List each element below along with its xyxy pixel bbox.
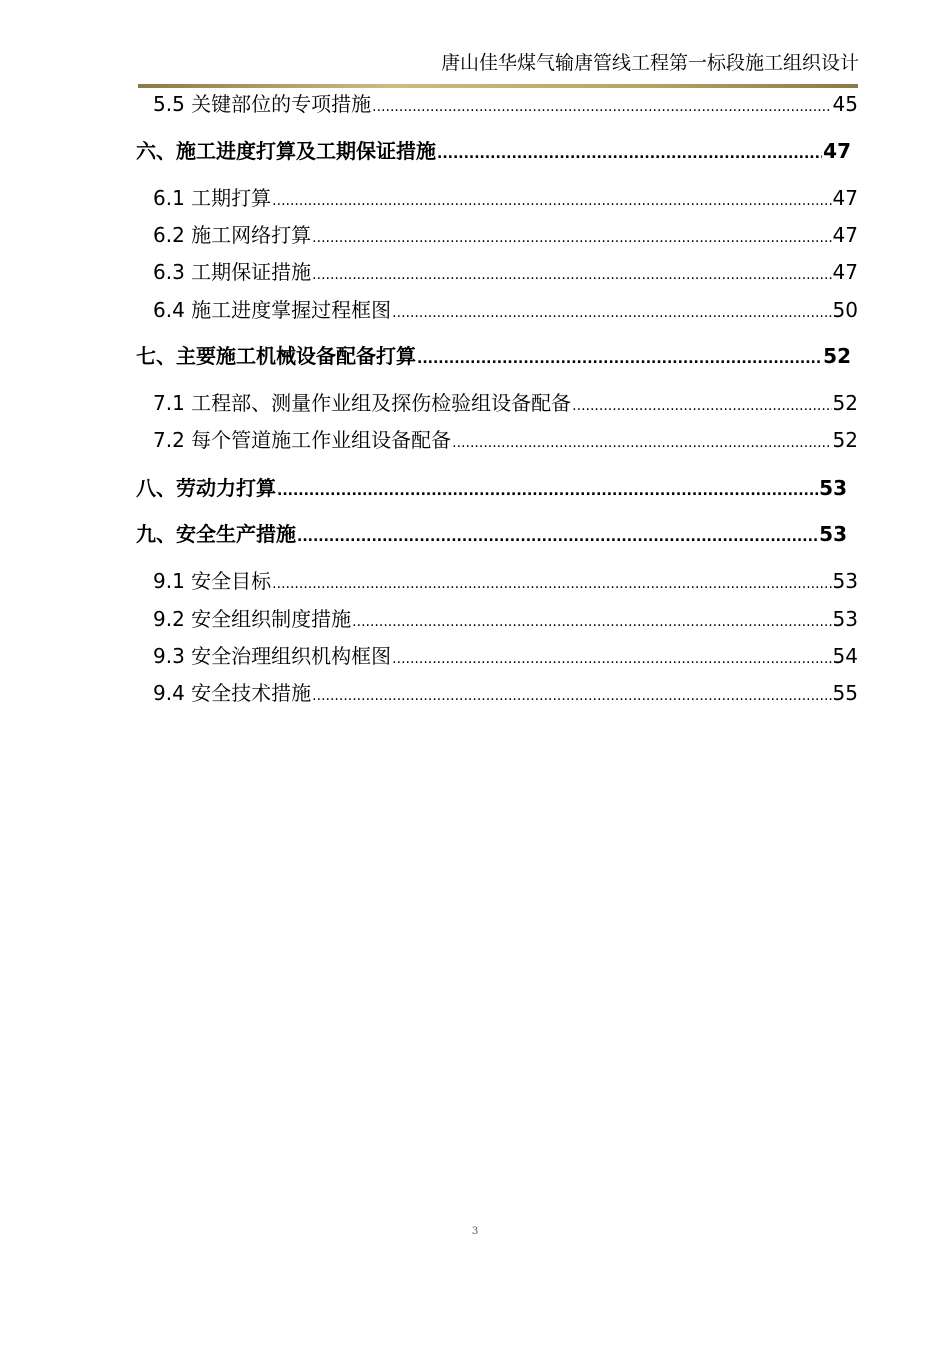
toc-page-number: 47 [823, 139, 851, 163]
toc-leader [272, 193, 831, 209]
toc-entry-9-4[interactable] [153, 677, 858, 705]
toc-entry-5-5[interactable] [153, 88, 858, 116]
toc-entry-6-4[interactable] [153, 294, 858, 322]
toc-entry-7-2[interactable] [153, 424, 858, 452]
toc-entry-text: 七、主要施工机械设备配备打算 [136, 344, 416, 368]
toc-entry-text: 6.3 工期保证措施 [153, 260, 312, 284]
toc-entry-text: 9.2 安全组织制度措施 [153, 607, 352, 631]
toc-page-number: 52 [823, 344, 851, 368]
toc-entry-text: 9.4 安全技术措施 [153, 681, 312, 705]
toc-entry-text: 9.3 安全治理组织机构框图 [153, 644, 392, 668]
toc-entry-6-2[interactable] [153, 219, 858, 247]
toc-leader [437, 146, 822, 162]
toc-leader [352, 614, 831, 630]
toc-entry-text: 9.1 安全目标 [153, 569, 272, 593]
toc-leader [452, 435, 831, 451]
header-title: 唐山佳华煤气输唐管线工程第一标段施工组织设计 [440, 52, 859, 74]
toc-entry-text: 5.5 关键部位的专项措施 [153, 92, 372, 116]
page-number: 3 [471, 1226, 479, 1237]
toc-page-number: 53 [819, 476, 847, 500]
toc-entry-text: 7.1 工程部、测量作业组及探伤检验组设备配备 [153, 391, 572, 415]
toc-page-number: 50 [832, 298, 858, 322]
toc-page-number: 55 [832, 681, 858, 705]
toc-page-number: 52 [832, 428, 858, 452]
toc-page-number: 53 [832, 607, 858, 631]
toc-entry-6-1[interactable] [153, 182, 858, 210]
toc-leader [272, 576, 831, 592]
toc-entry-chapter-7[interactable] [136, 340, 851, 368]
toc-page-number: 47 [832, 186, 858, 210]
toc-leader [312, 688, 831, 704]
toc-leader [277, 483, 818, 499]
toc-entry-9-2[interactable] [153, 603, 858, 631]
toc-entry-chapter-6[interactable] [136, 135, 851, 163]
toc-leader [312, 230, 831, 246]
toc-leader [417, 351, 822, 367]
toc-entry-text: 八、劳动力打算 [136, 476, 276, 500]
toc-entry-text: 九、安全生产措施 [136, 522, 296, 546]
toc-entry-7-1[interactable] [153, 387, 858, 415]
toc-leader [372, 99, 831, 115]
toc-page-number: 52 [832, 391, 858, 415]
toc-leader [297, 529, 818, 545]
toc-page-number: 45 [832, 92, 858, 116]
toc-entry-chapter-8[interactable] [136, 472, 847, 500]
toc-entry-6-3[interactable] [153, 256, 858, 284]
toc-page-number: 47 [832, 260, 858, 284]
toc-page-number: 47 [832, 223, 858, 247]
toc-entry-chapter-9[interactable] [136, 518, 847, 546]
toc-entry-text: 6.2 施工网络打算 [153, 223, 312, 247]
toc-leader [572, 398, 831, 414]
toc-entry-text: 7.2 每个管道施工作业组设备配备 [153, 428, 452, 452]
toc-entry-9-3[interactable] [153, 640, 858, 668]
toc-page-number: 53 [832, 569, 858, 593]
toc-entry-text: 六、施工进度打算及工期保证措施 [136, 139, 436, 163]
toc-leader [392, 651, 831, 667]
toc-leader [392, 305, 831, 321]
toc-leader [312, 267, 831, 283]
toc-entry-9-1[interactable] [153, 565, 858, 593]
toc-entry-text: 6.4 施工进度掌握过程框图 [153, 298, 392, 322]
toc-page-number: 54 [832, 644, 858, 668]
toc-page-number: 53 [819, 522, 847, 546]
toc-entry-text: 6.1 工期打算 [153, 186, 272, 210]
